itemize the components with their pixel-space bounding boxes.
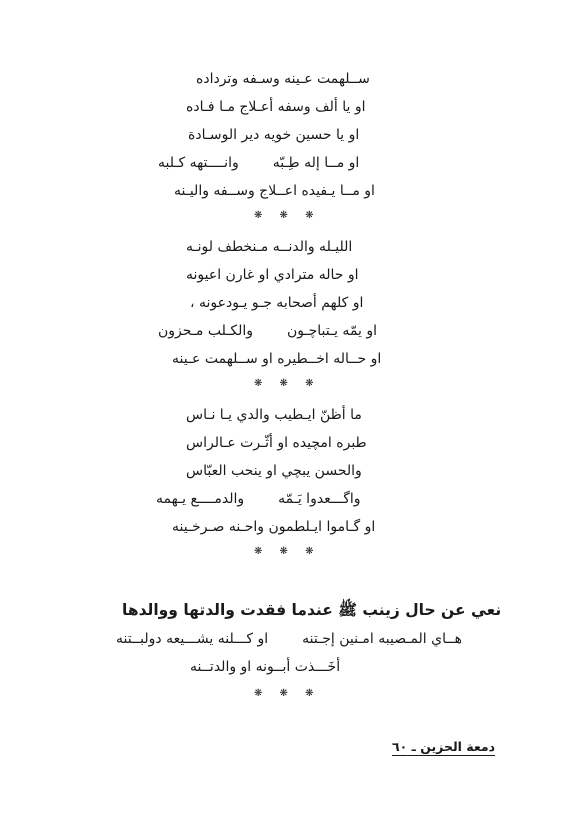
hemistich-left: وانــــتهه كـلبه [158, 155, 239, 171]
poem-line [116, 630, 462, 648]
hemistich-left: او كـــلنه يشـــيعه دولبــتنه [116, 631, 269, 647]
separator-stars: ❋ ❋ ❋ [254, 378, 321, 389]
poem-line: او مــا يـفيده اعــلاج وســفه واليـنه [174, 183, 375, 199]
poem-line [158, 154, 359, 172]
poem-line: ســلهمت عـينه وسـفه وترداده [196, 71, 370, 87]
separator-stars: ❋ ❋ ❋ [254, 210, 321, 221]
poem-line: أخَـــذت أبــونه او والدتــنه [190, 659, 341, 675]
poem-line: او يا حسين خويه دير الوسـادة [188, 127, 360, 143]
poem-line [156, 490, 361, 508]
hemistich-right: هــاي المـصيبه امـنين إجـتنه [302, 631, 462, 647]
page-footer: دمعة الحزين ـ ٦٠ [392, 739, 496, 754]
poem-line: والحسن يبچي او ينحب العبّاس [186, 463, 362, 479]
poem-line: او گـاموا ايـلطمون واحـنه صـرخـينه [172, 519, 376, 535]
poem-line: او يا ألف وسفه أعـلاج مـا فـاده [186, 99, 366, 115]
separator-stars: ❋ ❋ ❋ [254, 688, 321, 699]
poem-line: او كلهم أصحابه جـو يـودعونه ، [190, 295, 364, 311]
poem-line: او حــاله اخــطيره او ســلهمت عـينه [172, 351, 382, 367]
poem-line: ما أظنّ ايـطيب والدي يـا نـاس [186, 407, 362, 423]
poem-line: او حاله مترادي او غارن اعيونه [186, 267, 359, 283]
poem-line: الليـله والدنــه مـنخطف لونـه [186, 239, 353, 255]
poem-line [158, 322, 377, 340]
poem-line: طبره امچيده او أثّـرت عـالراس [186, 435, 367, 451]
hemistich-left: والكـلب مـحزون [158, 323, 253, 339]
separator-stars: ❋ ❋ ❋ [254, 546, 321, 557]
hemistich-right: او مــا إله طِـبّه [272, 155, 360, 171]
hemistich-right: واگـــعدوا يَـمّه [278, 491, 361, 507]
hemistich-left: والدمــــع يـهمه [156, 491, 245, 507]
section-title: نعي عن حال زينب ﷺ عندما فقدت والدتها ووالدها [122, 601, 502, 619]
hemistich-right: او يمّه يـتباچـون [287, 323, 378, 339]
